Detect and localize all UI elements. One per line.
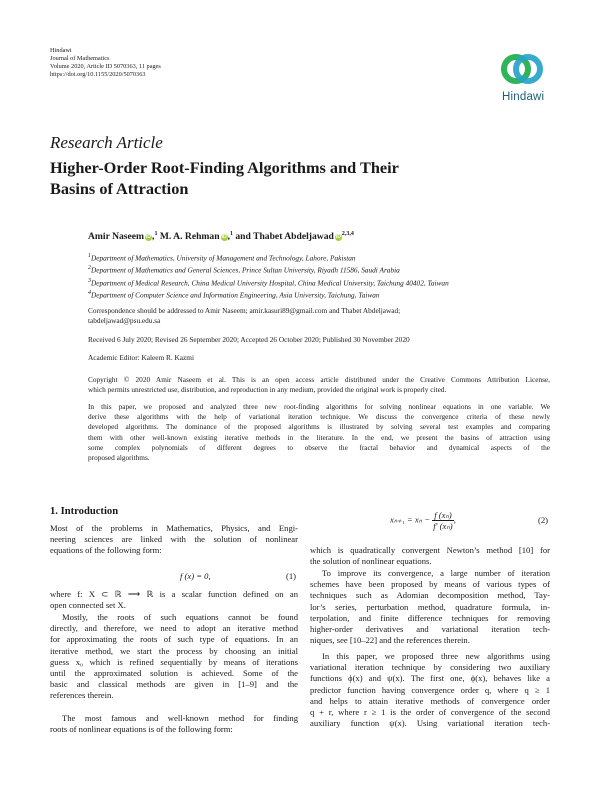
- correspondence: Correspondence should be addressed to Amir Naseem; amir.kasuri89@gmail.com and Thabet Abdeljawad; tabdeljawad@psu.edu.sa: [88, 306, 401, 326]
- author-2[interactable]: M. A. Rehman: [159, 231, 220, 243]
- author-2-affiliation: 1: [229, 231, 233, 237]
- intro-paragraph-2: Mostly, the roots of such equations cannot be found directly, and therefore, we need to adopt an iterative method for approximating the roots of such type of equations. In an iterative method, we start the process by choosing an initial guess x₀ which is refined sequentially by means of iterations until the approximated solution is achieved. Some of the basic and classical methods are given in [1–9] and the references therein.: [50, 612, 298, 701]
- author-list: Amir Naseem iD,$^1$ M. A. Rehman iD,$^1$ and Thabet Abdeljawad iD$^{2,3,4}$: [88, 231, 354, 243]
- article-dates: Received 6 July 2020; Revised 26 September 2020; Accepted 26 October 2020; Published 30 November 2020: [88, 335, 410, 344]
- affiliation-item: $^2$Department of Mathematics and General Sciences, Prince Sultan University, Riyadh 11586, Saudi Arabia: [88, 265, 400, 275]
- abstract: In this paper, we proposed and analyzed three new root-finding algorithms for solving nonlinear equations in one variable. We derive these algorithms with the help of variational iteration technique. We discuss the convergence criteria of these newly developed algorithms. The dominance of the proposed algorithms is illustrated by solving several test examples and comparing them with other well-known existing iterative methods in the literature. In the end, we present the basins of attraction using some complex polynomials of different degrees to observe the fractal behavior and dynamical aspects of the proposed algorithms.: [88, 402, 550, 463]
- hindawi-logo-icon: [498, 51, 546, 91]
- affiliations: [88, 251, 558, 301]
- author-1-affiliation: 1: [154, 231, 158, 237]
- equation-2-denominator: f′ (xₙ): [433, 521, 453, 531]
- intro-after-equation-1: where f: X ⊂ ℝ ⟶ ℝ is a scalar function defined on an open connected set X.: [50, 589, 298, 611]
- right-paragraph-1: which is quadratically convergent Newton’s method [10] for the solution of nonlinear equations.: [310, 545, 550, 567]
- affiliation-item: $^4$Department of Computer Science and Information Engineering, Asia University, Taichung, Taiwan: [88, 290, 380, 300]
- author-1[interactable]: Amir Naseem: [88, 231, 145, 243]
- volume-line: Volume 2020, Article ID 5070363, 11 pages: [50, 63, 161, 70]
- author-3-affiliation: 2,3,4: [341, 231, 354, 237]
- affiliation-item: $^1$Department of Mathematics, University of Management and Technology, Lahore, Pakistan: [88, 253, 356, 263]
- orcid-icon[interactable]: iD: [335, 234, 341, 241]
- intro-paragraph-3: The most famous and well-known method for finding roots of nonlinear equations is of the following form:: [50, 713, 298, 735]
- equation-2-lhs: xₙ₊₁ = xₙ −: [390, 514, 431, 525]
- equation-1: f (x) = 0,: [180, 571, 211, 581]
- equation-1-number: (1): [286, 571, 297, 581]
- equation-2-numerator: f (xₙ): [434, 510, 452, 520]
- orcid-icon[interactable]: iD: [221, 234, 227, 241]
- doi-link[interactable]: https://doi.org/10.1155/2020/5070363: [50, 71, 146, 78]
- journal-name: Journal of Mathematics: [50, 55, 110, 62]
- article-type: Research Article: [50, 133, 163, 152]
- academic-editor: Academic Editor: Kaleem R. Kazmi: [88, 353, 194, 362]
- right-paragraph-2: To improve its convergence, a large number of iteration schemes have been proposed by means of various types of techniques such as Adomian decomposition method, Tay- lor’s series, perturbation method, quadrature formula, in- terpolation, and finite difference techniques for removing higher-order derivatives and variational iteration tech- niques, see [10–22] and the references therein.: [310, 568, 550, 646]
- equation-2: xₙ₊₁ = xₙ − $\frac{\text{f (xₙ)}}{\text{f′ (xₙ)}}$ ,: [390, 510, 456, 531]
- intro-paragraph-1: Most of the problems in Mathematics, Physics, and Engi- neering sciences are linked with the solution of nonlinear equations of the following form:: [50, 523, 298, 556]
- hindawi-logo-text: Hindawi: [502, 91, 545, 103]
- article-title-line-1: Higher-Order Root-Finding Algorithms and Their: [50, 158, 399, 177]
- copyright-notice: Copyright © 2020 Amir Naseem et al. This is an open access article distributed under the Creative Commons Attribution License, which permits unrestricted use, distribution, and reproduction in any medium, provided the original work is properly cited.: [88, 375, 550, 395]
- equation-2-number: (2): [538, 515, 549, 525]
- article-title-line-2: Basins of Attraction: [50, 179, 189, 198]
- publisher-name: Hindawi: [50, 47, 72, 54]
- equation-2-fraction: [432, 510, 454, 531]
- orcid-icon[interactable]: iD: [146, 234, 152, 241]
- affiliation-item: $^3$Department of Medical Research, China Medical University Hospital, China Medical University, Taichung 40402, Taiwan: [88, 277, 449, 288]
- author-3[interactable]: and Thabet Abdeljawad: [235, 231, 334, 243]
- section-heading-introduction: 1. Introduction: [50, 506, 119, 517]
- right-paragraph-3: In this paper, we proposed three new algorithms using variational iteration technique by considering two auxiliary functions ϕ(x) and ψ(x). The first one, ϕ(x), behaves like a predictor function having convergence order q, where q ≥ 1 and helps to attain iterative methods of convergence order q + r, where r ≥ 1 is the order of convergence of the second auxiliary function ψ(x). Using variational iteration tech-: [310, 651, 550, 729]
